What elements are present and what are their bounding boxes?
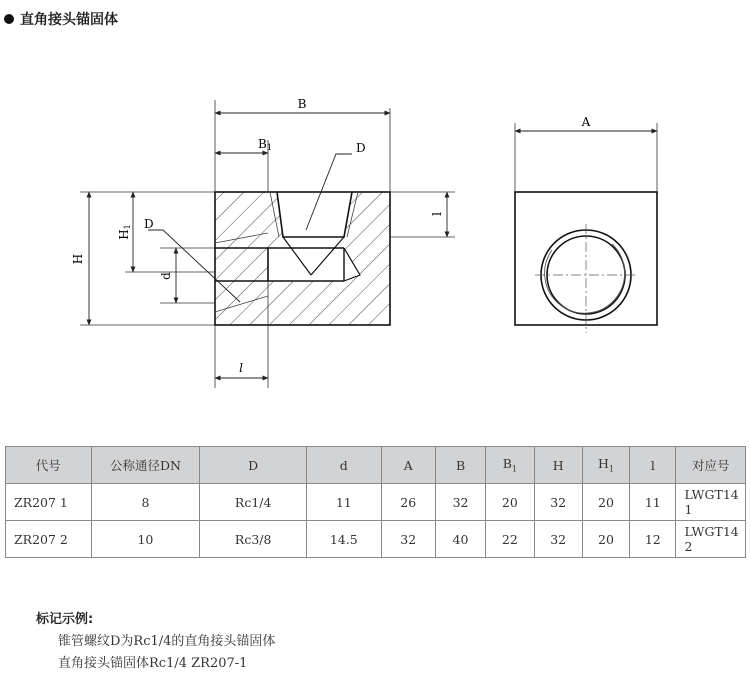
- dim-label-l-right: l: [430, 212, 444, 216]
- table-header-cell: $B_1$: [486, 447, 534, 484]
- dim-label-l-bottom: l: [239, 361, 243, 375]
- dim-label-h1: H1: [117, 224, 132, 240]
- table-cell: 11: [307, 484, 382, 521]
- table-cell: 12: [630, 521, 676, 558]
- table-cell: 20: [582, 484, 629, 521]
- side-view: [515, 115, 657, 333]
- table-header-cell: A: [381, 447, 435, 484]
- table-cell: 10: [91, 521, 200, 558]
- table-header-row: [6, 447, 746, 484]
- table-header-cell: D: [200, 447, 307, 484]
- table-cell: LWGT14 2: [676, 521, 746, 558]
- table-cell: 32: [534, 484, 582, 521]
- table-header-cell: 代号: [6, 447, 92, 484]
- table-cell: 32: [381, 521, 435, 558]
- dim-label-d-left: D: [144, 217, 154, 231]
- notes-title: 标记示例:: [36, 612, 94, 627]
- note-line-1: 锥管螺纹D为Rc1/4的直角接头锚固体: [58, 634, 276, 649]
- marking-example: [36, 608, 275, 675]
- note-line-2: 直角接头锚固体Rc1/4 ZR207-1: [58, 656, 248, 671]
- title-text: 直角接头锚固体: [20, 12, 118, 28]
- dim-label-d-top: D: [356, 141, 366, 155]
- dim-label-h: H: [71, 253, 85, 265]
- table-cell: LWGT14 1: [676, 484, 746, 521]
- table-cell: 8: [91, 484, 200, 521]
- table-header-cell: H: [534, 447, 582, 484]
- table-row: [6, 484, 746, 521]
- table-header-cell: 对应号: [676, 447, 746, 484]
- section-view: [71, 97, 455, 388]
- table-cell: 20: [486, 484, 534, 521]
- table-cell: 26: [381, 484, 435, 521]
- hatched-body: [215, 192, 390, 325]
- table-cell: 22: [486, 521, 534, 558]
- vertical-bore: [277, 192, 352, 237]
- table-header-cell: B: [435, 447, 485, 484]
- spec-table: [5, 446, 746, 558]
- table-cell: 20: [582, 521, 629, 558]
- table-cell: Rc3/8: [200, 521, 307, 558]
- table-cell: ZR207 1: [6, 484, 92, 521]
- table-cell: 32: [435, 484, 485, 521]
- table-header-cell: 公称通径DN: [91, 447, 200, 484]
- dim-label-a: A: [581, 115, 591, 129]
- dim-label-b: B: [297, 97, 307, 111]
- table-cell: 32: [534, 521, 582, 558]
- table-header-cell: d: [307, 447, 382, 484]
- table-cell: 14.5: [307, 521, 382, 558]
- dim-label-b1: B1: [258, 137, 272, 152]
- table-cell: 40: [435, 521, 485, 558]
- table-header-cell: $H_1$: [582, 447, 629, 484]
- table-cell: 11: [630, 484, 676, 521]
- table-row: [6, 521, 746, 558]
- table-cell: ZR207 2: [6, 521, 92, 558]
- table-cell: Rc1/4: [200, 484, 307, 521]
- table-header-cell: l: [630, 447, 676, 484]
- dim-label-d-small: d: [159, 272, 173, 280]
